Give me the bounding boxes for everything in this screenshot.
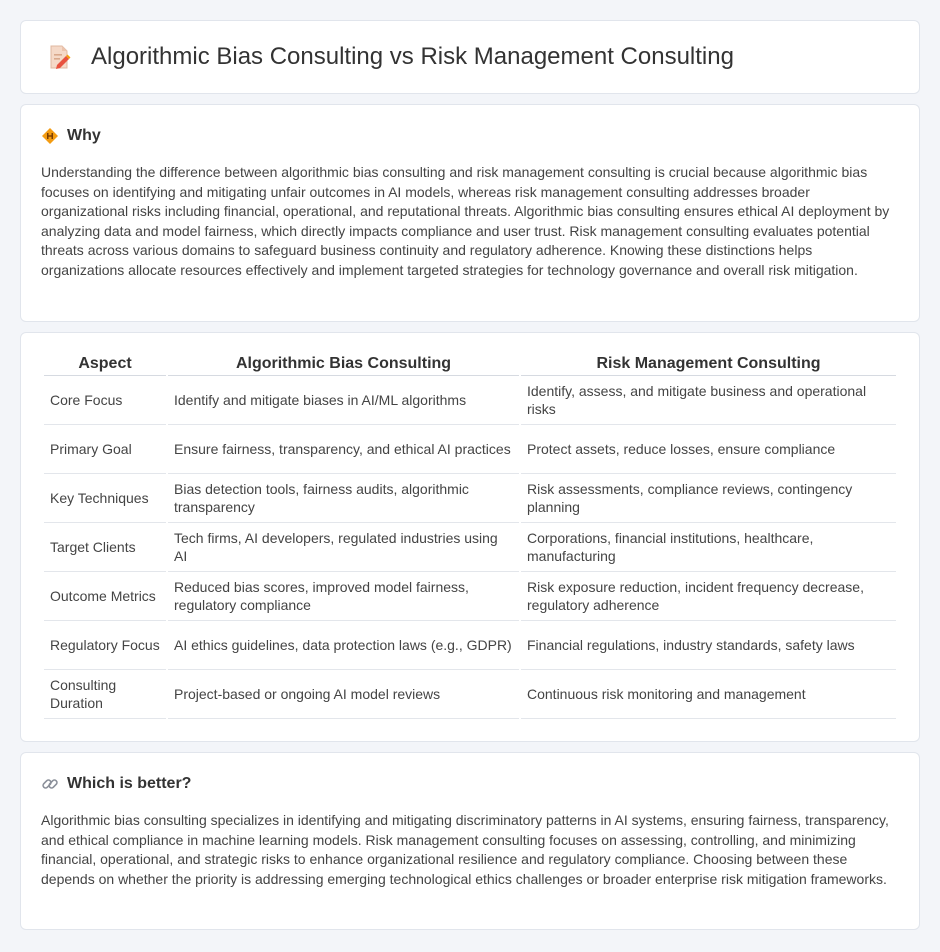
why-text: Understanding the difference between algorithmic bias consulting and risk management consulting is crucial because algorithmic bias focuses on identifying and mitigating unfair outcomes in AI models, whereas risk management consulting addresses broader organizational risks including financial, operational, and reputational threats. Algorithmic bias consulting ensures ethical AI deployment by analyzing data and model fairness, which directly impacts compliance and user trust. Risk management consulting evaluates potential threats across various domains to safeguard business continuity and regulatory adherence. Knowing these distinctions helps organizations allocate resources effectively and implement targeted strategies for technology governance and overall risk mitigation.: [41, 164, 890, 278]
header-aspect: Aspect: [44, 353, 166, 376]
risk-cell: Protect assets, reduce losses, ensure compliance: [521, 425, 896, 474]
comparison-table: [42, 353, 898, 719]
aspect-cell: Key Techniques: [44, 474, 166, 523]
header-card: [20, 20, 920, 94]
table-row: [44, 621, 896, 670]
bias-cell: Bias detection tools, fairness audits, algorithmic transparency: [168, 474, 519, 523]
aspect-cell: Outcome Metrics: [44, 572, 166, 621]
bias-cell: Identify and mitigate biases in AI/ML algorithms: [168, 376, 519, 425]
risk-cell: Risk assessments, compliance reviews, contingency planning: [521, 474, 896, 523]
bias-cell: AI ethics guidelines, data protection laws (e.g., GDPR): [168, 621, 519, 670]
comparison-table-section: [20, 332, 920, 742]
aspect-cell: Regulatory Focus: [44, 621, 166, 670]
risk-cell: Risk exposure reduction, incident frequency decrease, regulatory adherence: [521, 572, 896, 621]
bias-cell: Tech firms, AI developers, regulated industries using AI: [168, 523, 519, 572]
document-pencil-icon: [45, 43, 73, 71]
risk-cell: Continuous risk monitoring and management: [521, 670, 896, 719]
table-row: [44, 425, 896, 474]
risk-cell: Identify, assess, and mitigate business and operational risks: [521, 376, 896, 425]
diamond-warning-icon: [41, 127, 59, 145]
which-header: [41, 775, 899, 793]
bias-cell: Reduced bias scores, improved model fairness, regulatory compliance: [168, 572, 519, 621]
aspect-cell: Primary Goal: [44, 425, 166, 474]
risk-cell: Corporations, financial institutions, healthcare, manufacturing: [521, 523, 896, 572]
page-title: Algorithmic Bias Consulting vs Risk Management Consulting: [91, 43, 734, 70]
table-row: [44, 670, 896, 719]
table-row: [44, 474, 896, 523]
which-section: [20, 752, 920, 930]
which-text: Algorithmic bias consulting specializes in identifying and mitigating discriminatory patterns in AI systems, ensuring fairness, transparency, and ethical compliance in machine learning models. Risk management consulting focuses on assessing, controlling, and minimizing financial, operational, and strategic risks to enhance organizational resilience and regulatory compliance. Choosing between these depends on whether the priority is addressing emerging technological ethics challenges or broader enterprise risk mitigation frameworks.: [41, 812, 889, 887]
which-title: Which is better?: [67, 775, 192, 792]
header-risk-management: Risk Management Consulting: [521, 353, 896, 376]
bias-cell: Ensure fairness, transparency, and ethical AI practices: [168, 425, 519, 474]
why-section: [20, 104, 920, 322]
table-row: [44, 572, 896, 621]
table-row: [44, 523, 896, 572]
why-header: [41, 127, 899, 145]
link-icon: [41, 775, 59, 793]
table-row: [44, 376, 896, 425]
risk-cell: Financial regulations, industry standards, safety laws: [521, 621, 896, 670]
table-header-row: [44, 353, 896, 376]
aspect-cell: Target Clients: [44, 523, 166, 572]
aspect-cell: Consulting Duration: [44, 670, 166, 719]
aspect-cell: Core Focus: [44, 376, 166, 425]
header-algorithmic-bias: Algorithmic Bias Consulting: [168, 353, 519, 376]
why-title: Why: [67, 127, 101, 144]
bias-cell: Project-based or ongoing AI model reviews: [168, 670, 519, 719]
